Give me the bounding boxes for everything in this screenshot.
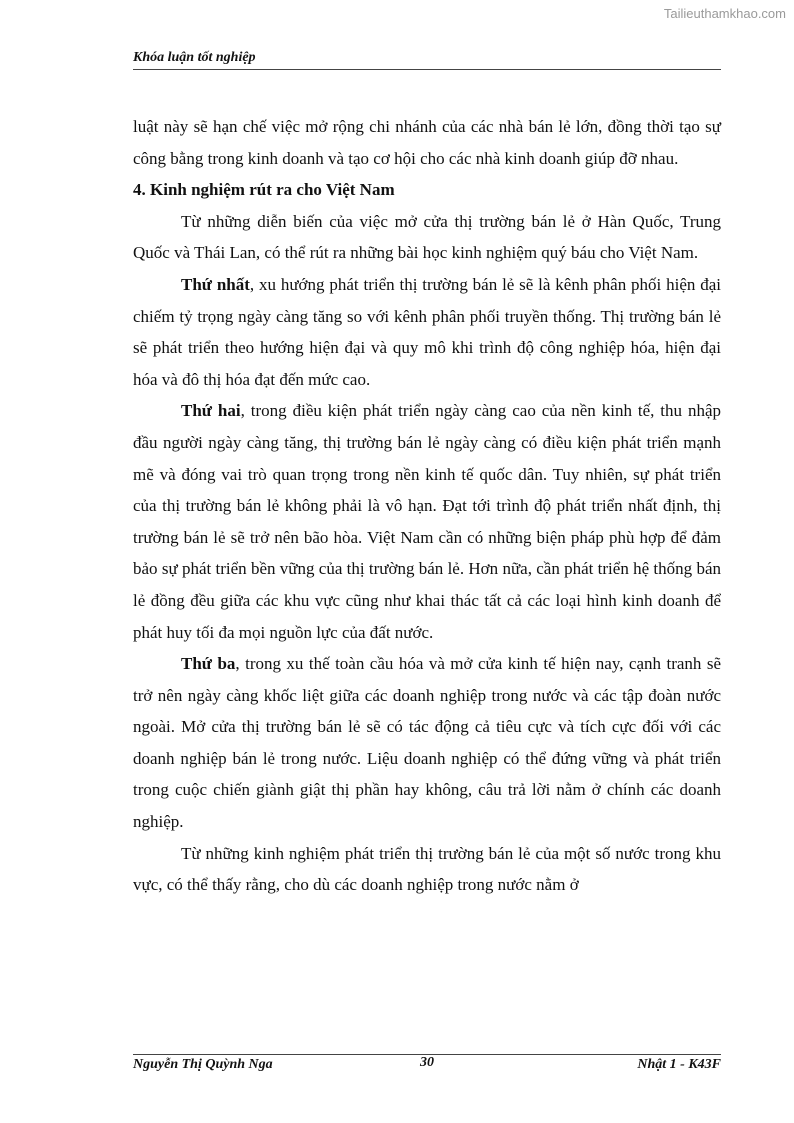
footer-class: Nhật 1 - K43F <box>637 1057 721 1072</box>
footer-author: Nguyễn Thị Quỳnh Nga <box>133 1057 273 1072</box>
header-divider <box>133 69 721 70</box>
paragraph-third <box>133 648 721 838</box>
paragraph-second <box>133 395 721 648</box>
paragraph-first-text: , xu hướng phát triển thị trường bán lẻ sẽ là kênh phân phối hiện đại chiếm tỷ trọng ngày càng tăng so với kênh phân phối truyền thống. Thị trường bán lẻ sẽ phát triển theo hướng hiện đại và quy mô khi trình độ công nghiệp hóa, hiện đại hóa và đô thị hóa đạt đến mức cao. <box>133 274 721 389</box>
paragraph-intro: Từ những diễn biến của việc mở cửa thị trường bán lẻ ở Hàn Quốc, Trung Quốc và Thái Lan, có thể rút ra những bài học kinh nghiệm quý báu cho Việt Nam. <box>133 211 721 263</box>
paragraph-second-lead: Thứ hai <box>181 401 241 421</box>
paragraph-third-text: , trong xu thế toàn cầu hóa và mở cửa kinh tế hiện nay, cạnh tranh sẽ trở nên ngày càng khốc liệt giữa các doanh nghiệp trong nước và các tập đoàn nước ngoài. Mở cửa thị trường bán lẻ sẽ có tác động cả tiêu cực và tích cực đối với các doanh nghiệp bán lẻ trong nước. Liệu doanh nghiệp có thể đứng vững và phát triển trong cuộc chiến giành giật thị phần hay không, câu trả lời nằm ở chính các doanh nghiệp. <box>133 654 721 832</box>
paragraph-third-lead: Thứ ba <box>181 654 236 674</box>
paragraph-first <box>133 269 721 395</box>
paragraph-second-text: , trong điều kiện phát triển ngày càng cao của nền kinh tế, thu nhập đầu người ngày càng tăng, thị trường bán lẻ ngày càng có điều kiện phát triển mạnh mẽ và đóng vai trò quan trọng trong nền kinh tế quốc dân. Tuy nhiên, sự phát triển của thị trường bán lẻ không phải là vô hạn. Đạt tới trình độ phát triển nhất định, thị trường bán lẻ sẽ trở nên bão hòa. Việt Nam cần có những biện pháp phù hợp để đảm bảo sự phát triển bền vững của thị trường bán lẻ. Hơn nữa, cần phát triển hệ thống bán lẻ đồng đều giữa các khu vực cũng như khai thác tất cả các loại hình kinh doanh để phát huy tối đa mọi nguồn lực của đất nước. <box>133 401 721 642</box>
page-body <box>133 111 721 901</box>
page-header-title: Khóa luận tốt nghiệp <box>133 50 256 65</box>
paragraph-conclusion: Từ những kinh nghiệm phát triển thị trường bán lẻ của một số nước trong khu vực, có thể thấy rằng, cho dù các doanh nghiệp trong nước nằm ở <box>133 843 721 895</box>
paragraph-first-lead: Thứ nhất <box>181 274 250 294</box>
page-footer <box>133 1057 721 1077</box>
watermark: Tailieuthamkhao.com <box>663 6 786 21</box>
page-number: 30 <box>420 1055 434 1070</box>
section-heading: 4. Kinh nghiệm rút ra cho Việt Nam <box>133 180 395 200</box>
paragraph-continuation: luật này sẽ hạn chế việc mở rộng chi nhánh của các nhà bán lẻ lớn, đồng thời tạo sự công bằng trong kinh doanh và tạo cơ hội cho các nhà kinh doanh giúp đỡ nhau. <box>133 117 721 168</box>
